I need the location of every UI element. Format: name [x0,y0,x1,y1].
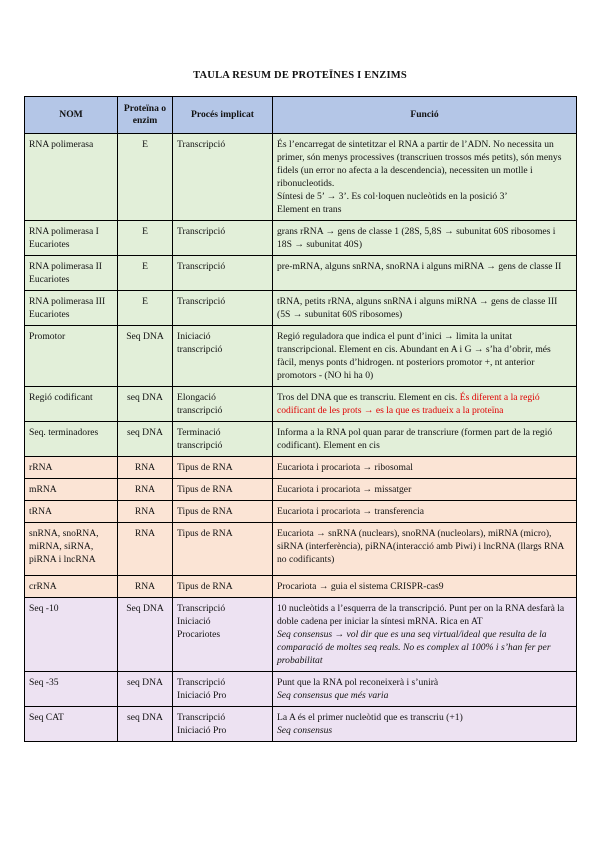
cell-nom: rRNA [25,457,118,479]
header-nom: NOM [25,97,118,134]
cell-nom: Seq. terminadores [25,422,118,457]
funcio-text-2: Síntesi de 5’ → 3’. Es col·loquen nucleòtids en la posició 3’ [277,191,508,202]
cell-funcio: grans rRNA → gens de classe 1 (28S, 5,8S → subunitat 60S ribosomes i 18S → subunitat 40S) [273,221,577,256]
proces-line: transcripció [177,344,223,355]
cell-proces [173,672,273,707]
proces-line: Iniciació [177,331,211,342]
cell-tipus: E [118,256,173,291]
cell-tipus: Seq DNA [118,598,173,672]
proces-line: Iniciació Pro [177,690,227,701]
table-row [25,422,577,457]
cell-funcio: Eucariota i procariota → transferencia [273,501,577,523]
table-row [25,707,577,742]
cell-nom: Seq -10 [25,598,118,672]
cell-tipus: E [118,221,173,256]
cell-tipus: RNA [118,576,173,598]
cell-nom: mRNA [25,479,118,501]
proces-line: Terminació [177,427,221,438]
cell-proces [173,707,273,742]
cell-nom: snRNA, snoRNA, miRNA, siRNA, piRNA i lncRNA [25,523,118,576]
header-funcio: Funció [273,97,577,134]
cell-proces: Tipus de RNA [173,576,273,598]
proces-line: Transcripció [177,603,226,614]
funcio-text: Punt que la RNA pol reconeixerà i s’unirà [277,677,439,688]
cell-tipus: RNA [118,523,173,576]
cell-proces [173,598,273,672]
table-row [25,523,577,576]
cell-proces: Tipus de RNA [173,501,273,523]
proces-line: transcripció [177,440,223,451]
cell-tipus: E [118,291,173,326]
table-row [25,387,577,422]
cell-funcio [273,707,577,742]
cell-nom: tRNA [25,501,118,523]
header-proces: Procés implicat [173,97,273,134]
header-proteina: Proteïna o enzim [118,97,173,134]
table-row [25,256,577,291]
funcio-text: La A és el primer nucleòtid que es transcriu (+1) [277,712,463,723]
cell-funcio: Procariota → guia el sistema CRISPR-cas9 [273,576,577,598]
funcio-text: És l’encarregat de sintetitzar el RNA a partir de l’ADN. No necessita un primer, són menys processives (transcriuen trossos més petits), són menys fidels (un error no afecta a la descendencia), necessiten un motlle i ribonucleotids. [277,139,562,189]
table-row [25,576,577,598]
funcio-text-3: Element en trans [277,204,342,215]
cell-proces: Transcripció [173,134,273,221]
summary-table [24,96,577,742]
page-title: TAULA RESUM DE PROTEÏNES I ENZIMS [193,70,407,81]
cell-tipus: RNA [118,457,173,479]
proces-line: Iniciació [177,616,211,627]
cell-proces: Transcripció [173,291,273,326]
funcio-italic: Seq consensus que més varia [277,690,389,701]
cell-nom: RNA polimerasa [25,134,118,221]
cell-tipus: seq DNA [118,672,173,707]
table-row [25,134,577,221]
cell-tipus: seq DNA [118,387,173,422]
proces-line: Transcripció [177,712,226,723]
proces-line: transcripció [177,405,223,416]
cell-proces: Tipus de RNA [173,523,273,576]
cell-funcio [273,672,577,707]
funcio-text: Tros del DNA que es transcriu. Element en cis. [277,392,458,403]
table-row [25,457,577,479]
cell-funcio: Informa a la RNA pol quan parar de transcriure (formen part de la regió codificant). Element en cis [273,422,577,457]
cell-funcio [273,598,577,672]
cell-tipus: seq DNA [118,707,173,742]
cell-funcio: Eucariota i procariota → missatger [273,479,577,501]
table-row [25,221,577,256]
cell-tipus: E [118,134,173,221]
table-row [25,479,577,501]
cell-tipus: RNA [118,501,173,523]
table-row [25,326,577,387]
cell-nom: Regió codificant [25,387,118,422]
cell-tipus: Seq DNA [118,326,173,387]
cell-nom: Seq -35 [25,672,118,707]
proces-line: Iniciació Pro [177,725,227,736]
proces-line: Procariotes [177,629,221,640]
funcio-text: 10 nucleòtids a l’esquerra de la transcripció. Punt per on la RNA desfarà la doble cadena per iniciar la síntesi mRNA. Rica en AT [277,603,565,627]
cell-funcio [273,387,577,422]
cell-funcio: Eucariota → snRNA (nuclears), snoRNA (nucleolars), miRNA (micro), siRNA (interferència), piRNA(interacció amb Piwi) i lncRNA (llargs RNA no codificants) [273,523,577,576]
cell-proces: Transcripció [173,256,273,291]
cell-proces: Tipus de RNA [173,457,273,479]
cell-nom: crRNA [25,576,118,598]
funcio-italic: Seq consensus [277,725,333,736]
cell-proces [173,326,273,387]
funcio-highlight: És diferent a la regió codificant de les prots → es la que es tradueix a la proteïna [277,392,540,416]
cell-nom: Seq CAT [25,707,118,742]
cell-tipus: RNA [118,479,173,501]
cell-funcio: Eucariota i procariota → ribosomal [273,457,577,479]
funcio-italic: Seq consensus → vol dir que es una seq virtual/ideal que resulta de la comparació de moltes seq reals. No es complex al 100% i s’han fer per probabilitat [277,629,551,666]
cell-nom: RNA polimerasa III Eucariotes [25,291,118,326]
cell-proces: Transcripció [173,221,273,256]
cell-tipus: seq DNA [118,422,173,457]
proces-line: Transcripció [177,677,226,688]
cell-proces: Tipus de RNA [173,479,273,501]
cell-funcio [273,134,577,221]
table-row [25,672,577,707]
cell-funcio: pre-mRNA, alguns snRNA, snoRNA i alguns miRNA → gens de classe II [273,256,577,291]
proces-line: Elongació [177,392,216,403]
cell-nom: RNA polimerasa I Eucariotes [25,221,118,256]
table-row [25,598,577,672]
table-row [25,291,577,326]
cell-nom: RNA polimerasa II Eucariotes [25,256,118,291]
table-row [25,501,577,523]
cell-funcio: Regió reguladora que indica el punt d’inici → limita la unitat transcripcional. Element en cis. Abundant en A i G → s’ha d’obrir, més fàcil, menys ponts d’hidrogen. nt posteriors promotor +, nt anterior promotors - (NO hi ha 0) [273,326,577,387]
table-header-row [25,97,577,134]
cell-proces [173,422,273,457]
cell-funcio: tRNA, petits rRNA, alguns snRNA i alguns miRNA → gens de classe III (5S → subunitat 60S ribosomes) [273,291,577,326]
cell-nom: Promotor [25,326,118,387]
cell-proces [173,387,273,422]
